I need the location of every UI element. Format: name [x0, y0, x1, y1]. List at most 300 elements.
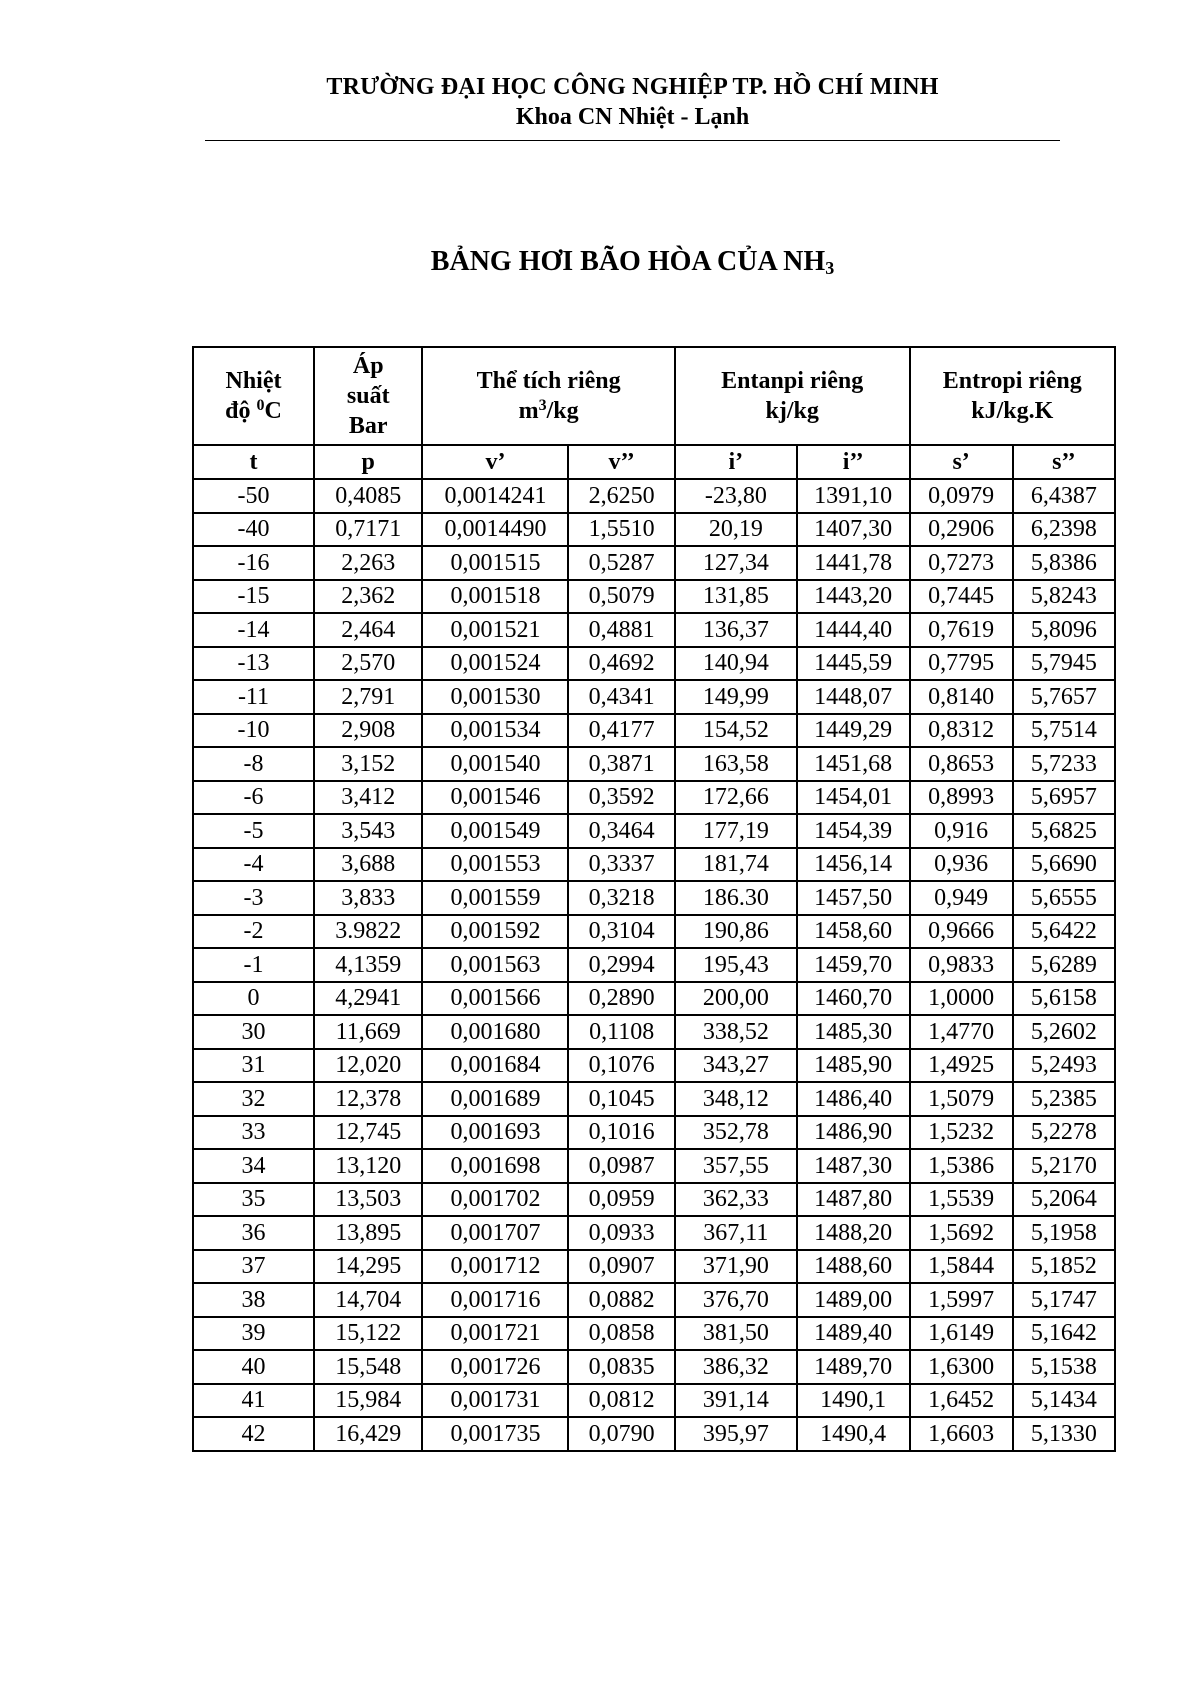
cell-temperature: 32	[193, 1082, 314, 1116]
header-specific-volume	[422, 347, 674, 445]
cell-i-liquid: 172,66	[675, 781, 797, 815]
cell-i-vapor: 1490,1	[797, 1384, 910, 1418]
cell-v-vapor: 0,3104	[568, 915, 674, 949]
cell-i-liquid: 149,99	[675, 680, 797, 714]
cell-i-vapor: 1460,70	[797, 982, 910, 1016]
table-row	[193, 747, 1115, 781]
cell-pressure: 3,152	[314, 747, 422, 781]
header-pressure-line1: Áp	[352, 353, 384, 379]
cell-temperature: -16	[193, 546, 314, 580]
cell-i-vapor: 1448,07	[797, 680, 910, 714]
cell-i-liquid: 395,97	[675, 1417, 797, 1451]
table-row	[193, 1283, 1115, 1317]
cell-i-liquid: 391,14	[675, 1384, 797, 1418]
table-row	[193, 1082, 1115, 1116]
cell-i-vapor: 1489,00	[797, 1283, 910, 1317]
symbol-i-vapor: i’’	[797, 445, 910, 479]
cell-pressure: 4,1359	[314, 948, 422, 982]
cell-v-liquid: 0,001716	[422, 1283, 568, 1317]
cell-temperature: 30	[193, 1015, 314, 1049]
cell-v-vapor: 0,2890	[568, 982, 674, 1016]
cell-v-vapor: 0,4341	[568, 680, 674, 714]
cell-temperature: -6	[193, 781, 314, 815]
cell-s-liquid: 1,5079	[910, 1082, 1013, 1116]
cell-s-vapor: 5,1642	[1013, 1317, 1115, 1351]
table-row	[193, 814, 1115, 848]
cell-temperature: -10	[193, 714, 314, 748]
cell-i-vapor: 1445,59	[797, 647, 910, 681]
cell-i-liquid: 136,37	[675, 613, 797, 647]
cell-temperature: 42	[193, 1417, 314, 1451]
cell-s-liquid: 0,7273	[910, 546, 1013, 580]
cell-s-liquid: 1,4770	[910, 1015, 1013, 1049]
cell-i-vapor: 1441,78	[797, 546, 910, 580]
cell-pressure: 2,570	[314, 647, 422, 681]
cell-i-vapor: 1487,80	[797, 1183, 910, 1217]
header-specific-enthalpy	[675, 347, 910, 445]
cell-temperature: -15	[193, 580, 314, 614]
cell-s-vapor: 5,6555	[1013, 881, 1115, 915]
cell-s-liquid: 0,8653	[910, 747, 1013, 781]
school-name: TRƯỜNG ĐẠI HỌC CÔNG NGHIỆP TP. HỒ CHÍ MINH	[326, 74, 939, 100]
cell-i-liquid: 362,33	[675, 1183, 797, 1217]
cell-v-liquid: 0,001735	[422, 1417, 568, 1451]
cell-s-vapor: 5,2602	[1013, 1015, 1115, 1049]
cell-s-liquid: 0,949	[910, 881, 1013, 915]
cell-v-liquid: 0,001524	[422, 647, 568, 681]
cell-v-liquid: 0,001712	[422, 1250, 568, 1284]
cell-s-vapor: 5,7233	[1013, 747, 1115, 781]
cell-v-vapor: 0,0959	[568, 1183, 674, 1217]
symbol-i-liquid: i’	[675, 445, 797, 479]
table-row	[193, 1015, 1115, 1049]
cell-s-liquid: 0,2906	[910, 513, 1013, 547]
cell-i-vapor: 1451,68	[797, 747, 910, 781]
cell-temperature: -8	[193, 747, 314, 781]
cell-i-vapor: 1485,90	[797, 1049, 910, 1083]
cell-pressure: 2,362	[314, 580, 422, 614]
cell-temperature: 31	[193, 1049, 314, 1083]
cell-v-liquid: 0,001731	[422, 1384, 568, 1418]
cell-i-liquid: 348,12	[675, 1082, 797, 1116]
saturated-vapor-table	[192, 346, 1116, 1452]
cell-temperature: -40	[193, 513, 314, 547]
symbol-header-row	[193, 445, 1115, 479]
cell-temperature: 36	[193, 1216, 314, 1250]
cell-i-vapor: 1489,70	[797, 1350, 910, 1384]
cell-i-vapor: 1485,30	[797, 1015, 910, 1049]
cell-s-vapor: 5,6422	[1013, 915, 1115, 949]
cell-v-liquid: 0,0014490	[422, 513, 568, 547]
cell-i-vapor: 1486,40	[797, 1082, 910, 1116]
cell-s-liquid: 1,6452	[910, 1384, 1013, 1418]
header-pressure-line3: Bar	[348, 413, 388, 439]
cell-pressure: 3,688	[314, 848, 422, 882]
cell-pressure: 11,669	[314, 1015, 422, 1049]
cell-i-liquid: 371,90	[675, 1250, 797, 1284]
symbol-v-liquid: v’	[422, 445, 568, 479]
cell-v-liquid: 0,001534	[422, 714, 568, 748]
cell-temperature: -3	[193, 881, 314, 915]
cell-temperature: 35	[193, 1183, 314, 1217]
table-row	[193, 647, 1115, 681]
cell-temperature: 41	[193, 1384, 314, 1418]
cell-i-liquid: 154,52	[675, 714, 797, 748]
cell-i-vapor: 1458,60	[797, 915, 910, 949]
table-row	[193, 1049, 1115, 1083]
cell-v-liquid: 0,001698	[422, 1149, 568, 1183]
cell-v-liquid: 0,001553	[422, 848, 568, 882]
table-row	[193, 781, 1115, 815]
cell-pressure: 4,2941	[314, 982, 422, 1016]
cell-s-vapor: 5,1434	[1013, 1384, 1115, 1418]
cell-i-liquid: 352,78	[675, 1116, 797, 1150]
volume-unit-base: m	[518, 398, 539, 424]
cell-v-liquid: 0,001521	[422, 613, 568, 647]
cell-i-vapor: 1488,20	[797, 1216, 910, 1250]
cell-pressure: 12,745	[314, 1116, 422, 1150]
title-subscript: 3	[825, 258, 835, 278]
cell-i-liquid: 200,00	[675, 982, 797, 1016]
cell-v-vapor: 0,0987	[568, 1149, 674, 1183]
table-row	[193, 714, 1115, 748]
table-row	[193, 1384, 1115, 1418]
cell-temperature: -14	[193, 613, 314, 647]
cell-i-vapor: 1454,01	[797, 781, 910, 815]
symbol-s-vapor: s’’	[1013, 445, 1115, 479]
table-row	[193, 546, 1115, 580]
cell-i-liquid: 127,34	[675, 546, 797, 580]
table-row	[193, 580, 1115, 614]
cell-v-liquid: 0,001726	[422, 1350, 568, 1384]
header-pressure	[314, 347, 422, 445]
cell-pressure: 2,791	[314, 680, 422, 714]
table-row	[193, 1116, 1115, 1150]
cell-temperature: 38	[193, 1283, 314, 1317]
cell-i-liquid: 163,58	[675, 747, 797, 781]
cell-s-vapor: 5,6825	[1013, 814, 1115, 848]
cell-v-vapor: 0,5287	[568, 546, 674, 580]
cell-v-vapor: 0,3592	[568, 781, 674, 815]
cell-v-vapor: 1,5510	[568, 513, 674, 547]
cell-s-vapor: 5,6158	[1013, 982, 1115, 1016]
header-enthalpy-line1: Entanpi riêng	[721, 368, 864, 394]
table-row	[193, 848, 1115, 882]
header-entropy-line2: kJ/kg.K	[971, 398, 1054, 424]
cell-s-vapor: 5,2385	[1013, 1082, 1115, 1116]
cell-v-vapor: 0,3464	[568, 814, 674, 848]
cell-s-liquid: 0,7619	[910, 613, 1013, 647]
cell-i-liquid: -23,80	[675, 479, 797, 513]
cell-v-vapor: 0,0882	[568, 1283, 674, 1317]
cell-i-vapor: 1391,10	[797, 479, 910, 513]
cell-v-vapor: 0,4177	[568, 714, 674, 748]
cell-s-liquid: 1,5232	[910, 1116, 1013, 1150]
cell-v-liquid: 0,001721	[422, 1317, 568, 1351]
cell-i-liquid: 338,52	[675, 1015, 797, 1049]
cell-s-vapor: 5,1330	[1013, 1417, 1115, 1451]
table-row	[193, 479, 1115, 513]
cell-v-vapor: 0,1045	[568, 1082, 674, 1116]
cell-pressure: 3.9822	[314, 915, 422, 949]
table-row	[193, 1183, 1115, 1217]
cell-s-vapor: 5,8243	[1013, 580, 1115, 614]
cell-s-liquid: 0,8993	[910, 781, 1013, 815]
cell-s-liquid: 1,6603	[910, 1417, 1013, 1451]
cell-v-liquid: 0,001684	[422, 1049, 568, 1083]
cell-v-vapor: 0,1016	[568, 1116, 674, 1150]
cell-pressure: 3,543	[314, 814, 422, 848]
cell-i-liquid: 190,86	[675, 915, 797, 949]
cell-s-liquid: 1,6149	[910, 1317, 1013, 1351]
header-entropy-line1: Entropi riêng	[942, 368, 1082, 394]
cell-temperature: -5	[193, 814, 314, 848]
cell-v-vapor: 0,4692	[568, 647, 674, 681]
cell-i-liquid: 367,11	[675, 1216, 797, 1250]
cell-v-vapor: 2,6250	[568, 479, 674, 513]
header-temperature	[193, 347, 314, 445]
cell-s-liquid: 1,4925	[910, 1049, 1013, 1083]
cell-v-liquid: 0,001540	[422, 747, 568, 781]
cell-s-vapor: 5,1747	[1013, 1283, 1115, 1317]
cell-s-vapor: 5,6957	[1013, 781, 1115, 815]
cell-i-vapor: 1454,39	[797, 814, 910, 848]
table-row	[193, 1417, 1115, 1451]
cell-i-vapor: 1407,30	[797, 513, 910, 547]
table-row	[193, 513, 1115, 547]
cell-v-vapor: 0,0907	[568, 1250, 674, 1284]
symbol-v-vapor: v’’	[568, 445, 674, 479]
header-divider	[205, 140, 1060, 141]
cell-v-vapor: 0,0790	[568, 1417, 674, 1451]
cell-i-liquid: 381,50	[675, 1317, 797, 1351]
cell-s-vapor: 5,2064	[1013, 1183, 1115, 1217]
volume-unit-rest: /kg	[546, 398, 579, 424]
cell-s-vapor: 5,8386	[1013, 546, 1115, 580]
volume-unit-sup: 3	[538, 397, 547, 414]
cell-i-liquid: 343,27	[675, 1049, 797, 1083]
cell-pressure: 14,295	[314, 1250, 422, 1284]
cell-s-liquid: 0,7445	[910, 580, 1013, 614]
cell-s-liquid: 1,5386	[910, 1149, 1013, 1183]
cell-s-liquid: 0,7795	[910, 647, 1013, 681]
cell-i-vapor: 1489,40	[797, 1317, 910, 1351]
cell-i-liquid: 376,70	[675, 1283, 797, 1317]
cell-temperature: 34	[193, 1149, 314, 1183]
cell-i-vapor: 1443,20	[797, 580, 910, 614]
cell-pressure: 15,122	[314, 1317, 422, 1351]
table-row	[193, 613, 1115, 647]
cell-v-liquid: 0,001566	[422, 982, 568, 1016]
cell-s-vapor: 5,2278	[1013, 1116, 1115, 1150]
table-row	[193, 1149, 1115, 1183]
cell-s-liquid: 0,8140	[910, 680, 1013, 714]
cell-pressure: 2,464	[314, 613, 422, 647]
cell-v-liquid: 0,0014241	[422, 479, 568, 513]
cell-v-vapor: 0,3871	[568, 747, 674, 781]
header-temperature-line1: Nhiệt	[225, 368, 282, 394]
cell-v-vapor: 0,4881	[568, 613, 674, 647]
cell-v-liquid: 0,001515	[422, 546, 568, 580]
cell-pressure: 2,263	[314, 546, 422, 580]
cell-v-liquid: 0,001530	[422, 680, 568, 714]
cell-pressure: 3,412	[314, 781, 422, 815]
cell-v-vapor: 0,5079	[568, 580, 674, 614]
cell-s-liquid: 0,9666	[910, 915, 1013, 949]
cell-v-vapor: 0,1108	[568, 1015, 674, 1049]
degree-sup: 0	[256, 397, 265, 414]
cell-s-liquid: 1,5539	[910, 1183, 1013, 1217]
header-temperature-unit: C	[264, 398, 282, 424]
table-row	[193, 915, 1115, 949]
cell-v-vapor: 0,0858	[568, 1317, 674, 1351]
table-body	[193, 479, 1115, 1451]
cell-pressure: 3,833	[314, 881, 422, 915]
group-header-row	[193, 347, 1115, 445]
cell-v-vapor: 0,0933	[568, 1216, 674, 1250]
cell-i-vapor: 1459,70	[797, 948, 910, 982]
cell-s-vapor: 6,4387	[1013, 479, 1115, 513]
cell-temperature: -50	[193, 479, 314, 513]
cell-temperature: 0	[193, 982, 314, 1016]
cell-s-vapor: 5,2170	[1013, 1149, 1115, 1183]
cell-v-liquid: 0,001546	[422, 781, 568, 815]
cell-i-liquid: 181,74	[675, 848, 797, 882]
cell-v-vapor: 0,0812	[568, 1384, 674, 1418]
cell-v-liquid: 0,001559	[422, 881, 568, 915]
cell-pressure: 12,378	[314, 1082, 422, 1116]
cell-pressure: 12,020	[314, 1049, 422, 1083]
cell-s-liquid: 0,916	[910, 814, 1013, 848]
cell-v-vapor: 0,2994	[568, 948, 674, 982]
cell-s-vapor: 5,1538	[1013, 1350, 1115, 1384]
document-title	[205, 245, 1060, 279]
cell-pressure: 14,704	[314, 1283, 422, 1317]
header-specific-entropy	[910, 347, 1116, 445]
cell-v-vapor: 0,3218	[568, 881, 674, 915]
cell-temperature: -13	[193, 647, 314, 681]
cell-temperature: -11	[193, 680, 314, 714]
cell-i-vapor: 1486,90	[797, 1116, 910, 1150]
table-row	[193, 1317, 1115, 1351]
cell-pressure: 13,895	[314, 1216, 422, 1250]
cell-pressure: 15,984	[314, 1384, 422, 1418]
cell-i-liquid: 20,19	[675, 513, 797, 547]
cell-v-vapor: 0,3337	[568, 848, 674, 882]
header-temperature-line2	[198, 396, 309, 426]
table-row	[193, 1350, 1115, 1384]
cell-pressure: 0,7171	[314, 513, 422, 547]
cell-i-liquid: 386,32	[675, 1350, 797, 1384]
cell-pressure: 13,120	[314, 1149, 422, 1183]
cell-s-vapor: 5,1852	[1013, 1250, 1115, 1284]
document-header	[205, 72, 1060, 132]
cell-v-liquid: 0,001680	[422, 1015, 568, 1049]
cell-i-vapor: 1488,60	[797, 1250, 910, 1284]
cell-s-vapor: 5,8096	[1013, 613, 1115, 647]
cell-i-liquid: 195,43	[675, 948, 797, 982]
cell-v-liquid: 0,001518	[422, 580, 568, 614]
cell-i-vapor: 1449,29	[797, 714, 910, 748]
cell-temperature: 40	[193, 1350, 314, 1384]
cell-s-liquid: 1,6300	[910, 1350, 1013, 1384]
cell-s-vapor: 5,1958	[1013, 1216, 1115, 1250]
symbol-s-liquid: s’	[910, 445, 1013, 479]
cell-v-liquid: 0,001707	[422, 1216, 568, 1250]
cell-pressure: 0,4085	[314, 479, 422, 513]
cell-pressure: 15,548	[314, 1350, 422, 1384]
table-row	[193, 881, 1115, 915]
table-row	[193, 680, 1115, 714]
cell-v-liquid: 0,001693	[422, 1116, 568, 1150]
cell-i-liquid: 131,85	[675, 580, 797, 614]
cell-v-vapor: 0,0835	[568, 1350, 674, 1384]
symbol-p: p	[314, 445, 422, 479]
cell-i-vapor: 1444,40	[797, 613, 910, 647]
faculty-name: Khoa CN Nhiệt - Lạnh	[515, 104, 750, 130]
cell-temperature: 39	[193, 1317, 314, 1351]
cell-i-vapor: 1457,50	[797, 881, 910, 915]
cell-temperature: -4	[193, 848, 314, 882]
cell-i-liquid: 186.30	[675, 881, 797, 915]
header-temperature-label: độ	[225, 398, 257, 424]
cell-v-vapor: 0,1076	[568, 1049, 674, 1083]
table-row	[193, 982, 1115, 1016]
cell-s-vapor: 5,6289	[1013, 948, 1115, 982]
cell-s-vapor: 5,7657	[1013, 680, 1115, 714]
cell-v-liquid: 0,001592	[422, 915, 568, 949]
cell-i-vapor: 1490,4	[797, 1417, 910, 1451]
cell-v-liquid: 0,001702	[422, 1183, 568, 1217]
header-enthalpy-line2: kj/kg	[765, 398, 819, 424]
cell-v-liquid: 0,001563	[422, 948, 568, 982]
cell-i-liquid: 357,55	[675, 1149, 797, 1183]
cell-s-liquid: 1,5692	[910, 1216, 1013, 1250]
cell-s-vapor: 6,2398	[1013, 513, 1115, 547]
cell-i-vapor: 1487,30	[797, 1149, 910, 1183]
cell-pressure: 2,908	[314, 714, 422, 748]
cell-temperature: -2	[193, 915, 314, 949]
cell-s-vapor: 5,7514	[1013, 714, 1115, 748]
cell-s-liquid: 1,5844	[910, 1250, 1013, 1284]
cell-s-liquid: 0,936	[910, 848, 1013, 882]
cell-s-vapor: 5,6690	[1013, 848, 1115, 882]
cell-i-liquid: 177,19	[675, 814, 797, 848]
table-row	[193, 1250, 1115, 1284]
symbol-t: t	[193, 445, 314, 479]
cell-pressure: 16,429	[314, 1417, 422, 1451]
title-text: BẢNG HƠI BÃO HÒA CỦA NH	[430, 246, 826, 277]
header-volume-unit	[427, 396, 669, 426]
table-row	[193, 1216, 1115, 1250]
cell-s-liquid: 0,8312	[910, 714, 1013, 748]
cell-s-vapor: 5,2493	[1013, 1049, 1115, 1083]
cell-temperature: 37	[193, 1250, 314, 1284]
cell-s-liquid: 1,0000	[910, 982, 1013, 1016]
cell-i-vapor: 1456,14	[797, 848, 910, 882]
cell-v-liquid: 0,001549	[422, 814, 568, 848]
cell-s-liquid: 0,9833	[910, 948, 1013, 982]
cell-pressure: 13,503	[314, 1183, 422, 1217]
cell-temperature: -1	[193, 948, 314, 982]
cell-s-vapor: 5,7945	[1013, 647, 1115, 681]
cell-v-liquid: 0,001689	[422, 1082, 568, 1116]
cell-temperature: 33	[193, 1116, 314, 1150]
table-row	[193, 948, 1115, 982]
cell-s-liquid: 1,5997	[910, 1283, 1013, 1317]
cell-s-liquid: 0,0979	[910, 479, 1013, 513]
cell-i-liquid: 140,94	[675, 647, 797, 681]
